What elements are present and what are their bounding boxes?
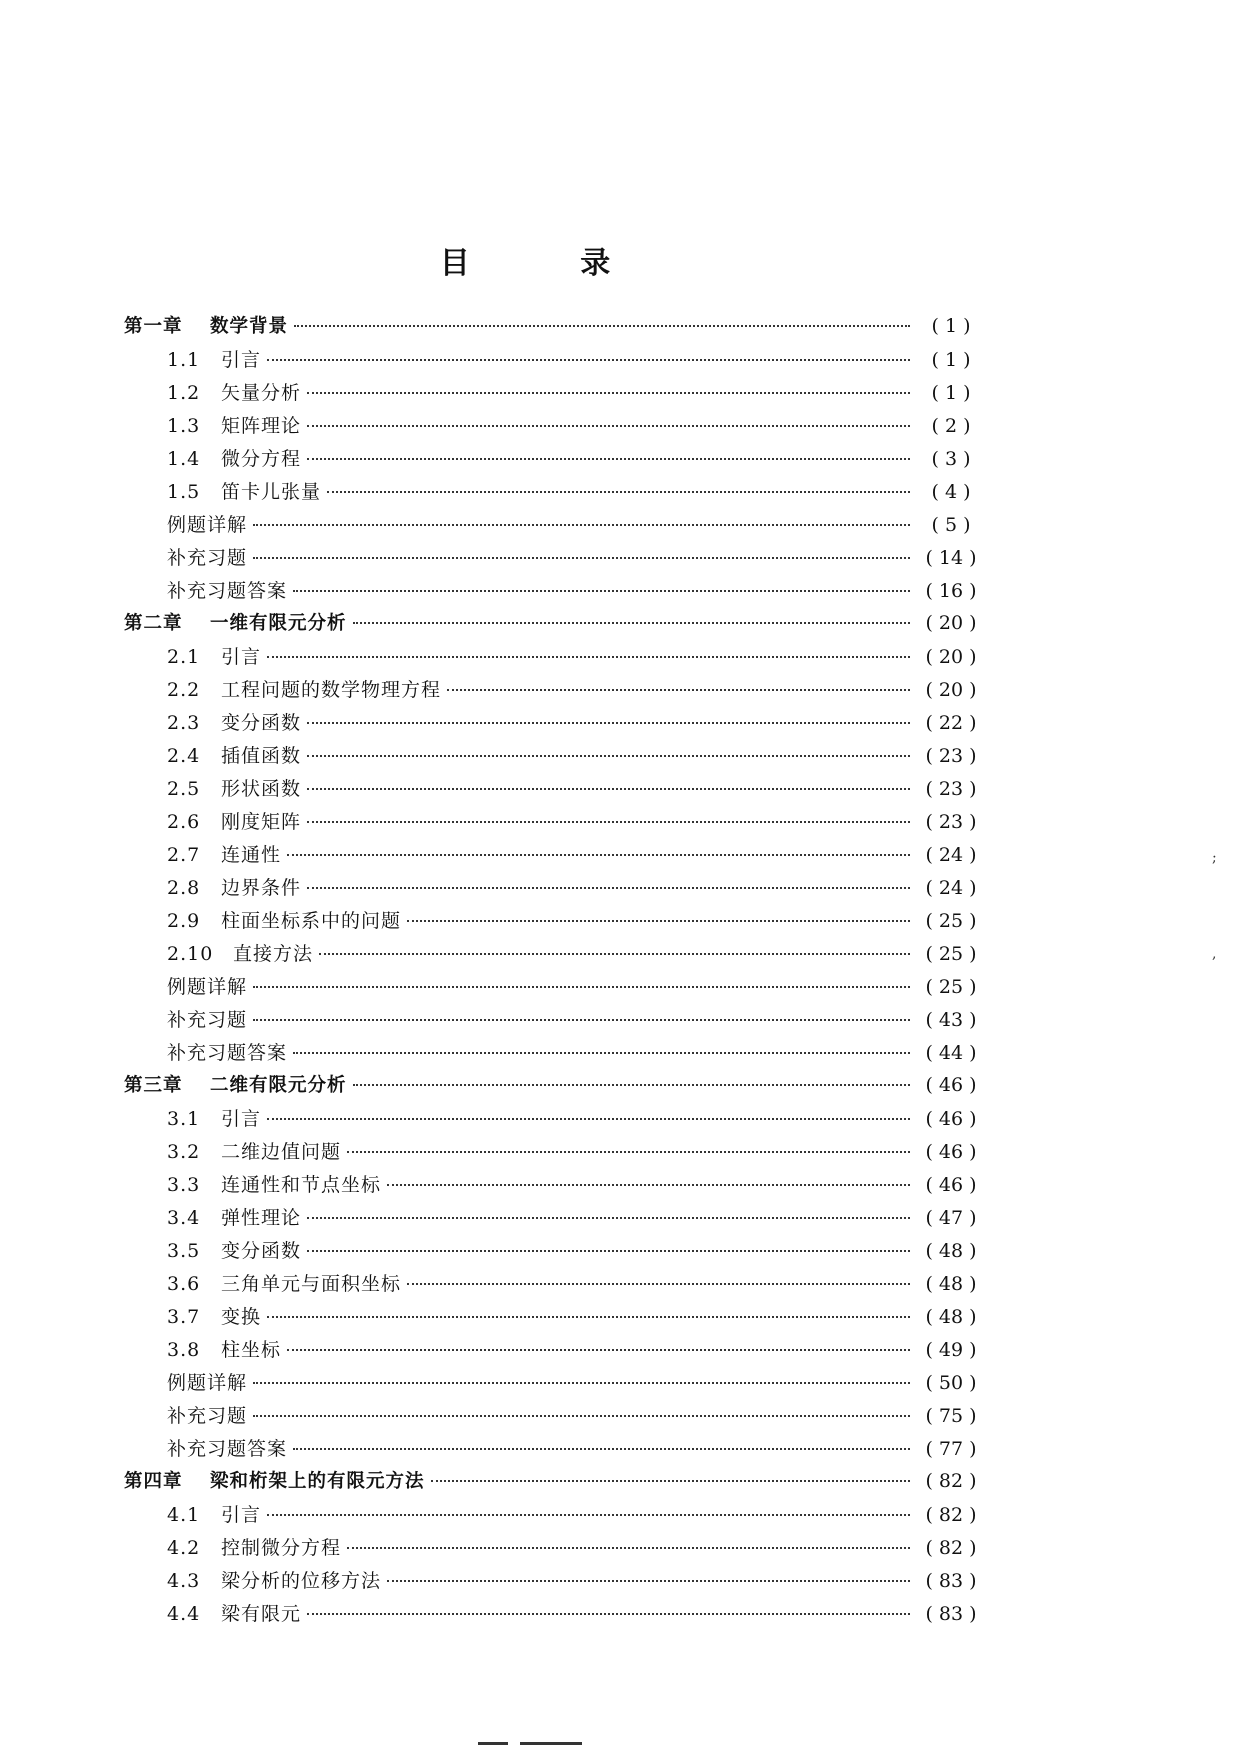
toc-entry-number: 第二章 [124,613,183,634]
toc-section-row [124,1005,982,1038]
toc-entry-title: 梁和桁架上的有限元方法 [210,1471,425,1492]
toc-page-number: ( 48 ) [925,1306,977,1328]
toc-entry-number: 4.2 [167,1537,201,1559]
toc-page-number: ( 24 ) [925,844,977,866]
toc-page-number: ( 46 ) [925,1174,977,1196]
toc-dot-leader [431,1480,910,1482]
toc-chapter-row [124,312,982,345]
toc-section-row [124,675,982,708]
toc-section-row [124,444,982,477]
toc-dot-leader [293,590,910,592]
toc-entry-number: 1.3 [167,415,201,437]
toc-page-number: ( 43 ) [925,1009,977,1031]
toc-page-number: ( 46 ) [925,1108,977,1130]
toc-page-number: ( 5 ) [931,514,971,536]
toc-entry-title: 插值函数 [221,745,302,767]
toc-dot-leader [347,1547,910,1549]
toc-entry-number: 3.3 [167,1174,201,1196]
toc-entry-number: 1.2 [167,382,201,404]
toc-entry-number: 3.2 [167,1141,201,1163]
toc-dot-leader [319,953,910,955]
toc-dot-leader [387,1580,910,1582]
toc-entry-number: 3.4 [167,1207,201,1229]
toc-page-number: ( 1 ) [931,382,971,404]
toc-entry-title: 补充习题 [167,547,248,569]
toc-entry-title: 二维边值问题 [221,1141,342,1163]
toc-dot-leader [293,1448,910,1450]
toc-entry-title: 补充习题答案 [167,580,288,602]
toc-entry-title: 工程问题的数学物理方程 [221,679,442,701]
toc-dot-leader [407,1283,910,1285]
toc-section-row [124,972,982,1005]
toc-entry-title: 矢量分析 [221,382,302,404]
toc-entry-title: 补充习题 [167,1405,248,1427]
toc-entry-number: 2.7 [167,844,201,866]
toc-page-number: ( 48 ) [925,1240,977,1262]
toc-page-number: ( 50 ) [925,1372,977,1394]
toc-section-row [124,840,982,873]
toc-page-number: ( 46 ) [925,1074,977,1096]
toc-page-number: ( 83 ) [925,1570,977,1592]
toc-section-row [124,345,982,378]
toc-entry-number: 2.2 [167,679,201,701]
toc-dot-leader [387,1184,910,1186]
toc-page-number: ( 25 ) [925,976,977,998]
toc-dot-leader [327,491,910,493]
toc-entry-title: 连通性 [221,844,282,866]
toc-entry-number: 4.4 [167,1603,201,1625]
toc-dot-leader [253,986,910,988]
toc-page-number: ( 23 ) [925,745,977,767]
toc-dot-leader [307,788,910,790]
toc-entry-number: 2.10 [167,943,214,965]
toc-page-number: ( 46 ) [925,1141,977,1163]
toc-section-row [124,906,982,939]
toc-page-number: ( 3 ) [931,448,971,470]
toc-dot-leader [287,1349,910,1351]
toc-dot-leader [287,854,910,856]
toc-section-row [124,807,982,840]
toc-entry-number: 第三章 [124,1075,183,1096]
toc-section-row [124,774,982,807]
toc-entry-title: 变换 [221,1306,262,1328]
toc-dot-leader [353,1084,910,1086]
toc-page-number: ( 20 ) [925,679,977,701]
toc-section-row [124,1203,982,1236]
toc-page-number: ( 22 ) [925,712,977,734]
toc-entry-number: 2.4 [167,745,201,767]
toc-entry-number: 1.4 [167,448,201,470]
toc-dot-leader [307,821,910,823]
toc-entry-title: 柱坐标 [221,1339,282,1361]
toc-entry-title: 柱面坐标系中的问题 [221,910,402,932]
toc-entry-number: 3.6 [167,1273,201,1295]
toc-page-number: ( 75 ) [925,1405,977,1427]
toc-entry-title: 连通性和节点坐标 [221,1174,382,1196]
footer-scan-mark [520,1742,582,1745]
toc-page-number: ( 82 ) [925,1470,977,1492]
toc-page-number: ( 23 ) [925,778,977,800]
toc-dot-leader [253,524,910,526]
toc-entry-title: 直接方法 [233,943,314,965]
toc-section-row [124,1500,982,1533]
toc-dot-leader [307,887,910,889]
toc-dot-leader [253,1415,910,1417]
toc-section-row [124,1038,982,1071]
toc-page-number: ( 25 ) [925,910,977,932]
toc-entry-number: 第四章 [124,1471,183,1492]
toc-entry-number: 2.8 [167,877,201,899]
toc-entry-title: 数学背景 [210,316,289,337]
toc-dot-leader [267,359,910,361]
toc-dot-leader [307,425,910,427]
toc-dot-leader [307,1217,910,1219]
toc-page-number: ( 23 ) [925,811,977,833]
toc-page-number: ( 82 ) [925,1537,977,1559]
toc-section-row [124,1533,982,1566]
toc-entry-number: 4.3 [167,1570,201,1592]
footer-scan-mark [478,1742,508,1745]
toc-dot-leader [267,1118,910,1120]
toc-page-number: ( 20 ) [925,612,977,634]
toc-entry-title: 补充习题答案 [167,1042,288,1064]
toc-section-row [124,576,982,609]
toc-entry-number: 1.1 [167,349,201,371]
toc-entry-title: 例题详解 [167,514,248,536]
toc-section-row [124,477,982,510]
toc-entry-number: 4.1 [167,1504,201,1526]
toc-page-number: ( 1 ) [931,349,971,371]
table-of-contents [124,312,982,1632]
toc-entry-title: 二维有限元分析 [210,1075,347,1096]
toc-section-row [124,1236,982,1269]
toc-dot-leader [253,1382,910,1384]
toc-entry-number: 2.5 [167,778,201,800]
toc-page-number: ( 82 ) [925,1504,977,1526]
toc-page-number: ( 77 ) [925,1438,977,1460]
toc-entry-number: 2.9 [167,910,201,932]
toc-section-row [124,1335,982,1368]
toc-section-row [124,1368,982,1401]
toc-entry-number: 3.1 [167,1108,201,1130]
toc-section-row [124,873,982,906]
margin-speck: , [1212,946,1217,962]
toc-dot-leader [347,1151,910,1153]
toc-entry-number: 1.5 [167,481,201,503]
toc-section-row [124,1599,982,1632]
toc-entry-title: 引言 [221,1504,262,1526]
toc-page-number: ( 25 ) [925,943,977,965]
toc-entry-number: 2.1 [167,646,201,668]
toc-entry-title: 变分函数 [221,1240,302,1262]
toc-entry-title: 微分方程 [221,448,302,470]
toc-section-row [124,1302,982,1335]
toc-section-row [124,1170,982,1203]
toc-dot-leader [267,1316,910,1318]
toc-entry-title: 梁分析的位移方法 [221,1570,382,1592]
toc-section-row [124,1137,982,1170]
toc-page-number: ( 49 ) [925,1339,977,1361]
toc-dot-leader [307,1250,910,1252]
toc-dot-leader [293,1052,910,1054]
toc-section-row [124,1401,982,1434]
toc-dot-leader [447,689,910,691]
toc-entry-title: 矩阵理论 [221,415,302,437]
toc-dot-leader [307,722,910,724]
toc-entry-number: 2.3 [167,712,201,734]
toc-dot-leader [353,622,910,624]
toc-page-number: ( 48 ) [925,1273,977,1295]
toc-entry-title: 引言 [221,1108,262,1130]
toc-section-row [124,1104,982,1137]
toc-dot-leader [253,557,910,559]
toc-section-row [124,1434,982,1467]
toc-dot-leader [307,458,910,460]
toc-page-number: ( 20 ) [925,646,977,668]
toc-dot-leader [294,325,910,327]
toc-entry-title: 刚度矩阵 [221,811,302,833]
toc-section-row [124,543,982,576]
toc-entry-title: 引言 [221,646,262,668]
toc-section-row [124,411,982,444]
toc-section-row [124,510,982,543]
toc-entry-number: 3.5 [167,1240,201,1262]
toc-page-number: ( 1 ) [931,315,971,337]
toc-dot-leader [267,1514,910,1516]
toc-entry-title: 一维有限元分析 [210,613,347,634]
toc-section-row [124,1269,982,1302]
margin-speck: ; [1212,850,1217,866]
toc-entry-number: 2.6 [167,811,201,833]
toc-entry-number: 第一章 [124,316,183,337]
toc-chapter-row [124,1071,982,1104]
toc-section-row [124,642,982,675]
toc-entry-number: 3.8 [167,1339,201,1361]
toc-entry-title: 边界条件 [221,877,302,899]
toc-entry-title: 形状函数 [221,778,302,800]
toc-dot-leader [307,392,910,394]
toc-dot-leader [253,1019,910,1021]
toc-dot-leader [407,920,910,922]
toc-page-number: ( 44 ) [925,1042,977,1064]
toc-section-row [124,708,982,741]
toc-section-row [124,741,982,774]
toc-entry-title: 控制微分方程 [221,1537,342,1559]
toc-dot-leader [267,656,910,658]
toc-entry-title: 例题详解 [167,976,248,998]
toc-dot-leader [307,1613,910,1615]
toc-entry-title: 补充习题 [167,1009,248,1031]
toc-entry-title: 补充习题答案 [167,1438,288,1460]
toc-dot-leader [307,755,910,757]
toc-entry-title: 梁有限元 [221,1603,302,1625]
toc-entry-title: 例题详解 [167,1372,248,1394]
toc-page-number: ( 2 ) [931,415,971,437]
toc-chapter-row [124,1467,982,1500]
toc-entry-title: 引言 [221,349,262,371]
toc-entry-title: 变分函数 [221,712,302,734]
toc-page-number: ( 47 ) [925,1207,977,1229]
toc-page-number: ( 4 ) [931,481,971,503]
toc-entry-title: 三角单元与面积坐标 [221,1273,402,1295]
toc-page-number: ( 16 ) [925,580,977,602]
toc-page-number: ( 14 ) [925,547,977,569]
toc-entry-number: 3.7 [167,1306,201,1328]
page-title: 目 录 [439,246,661,281]
toc-chapter-row [124,609,982,642]
toc-section-row [124,1566,982,1599]
toc-page-number: ( 83 ) [925,1603,977,1625]
toc-entry-title: 弹性理论 [221,1207,302,1229]
toc-section-row [124,939,982,972]
toc-page-number: ( 24 ) [925,877,977,899]
toc-section-row [124,378,982,411]
toc-entry-title: 笛卡儿张量 [221,481,322,503]
